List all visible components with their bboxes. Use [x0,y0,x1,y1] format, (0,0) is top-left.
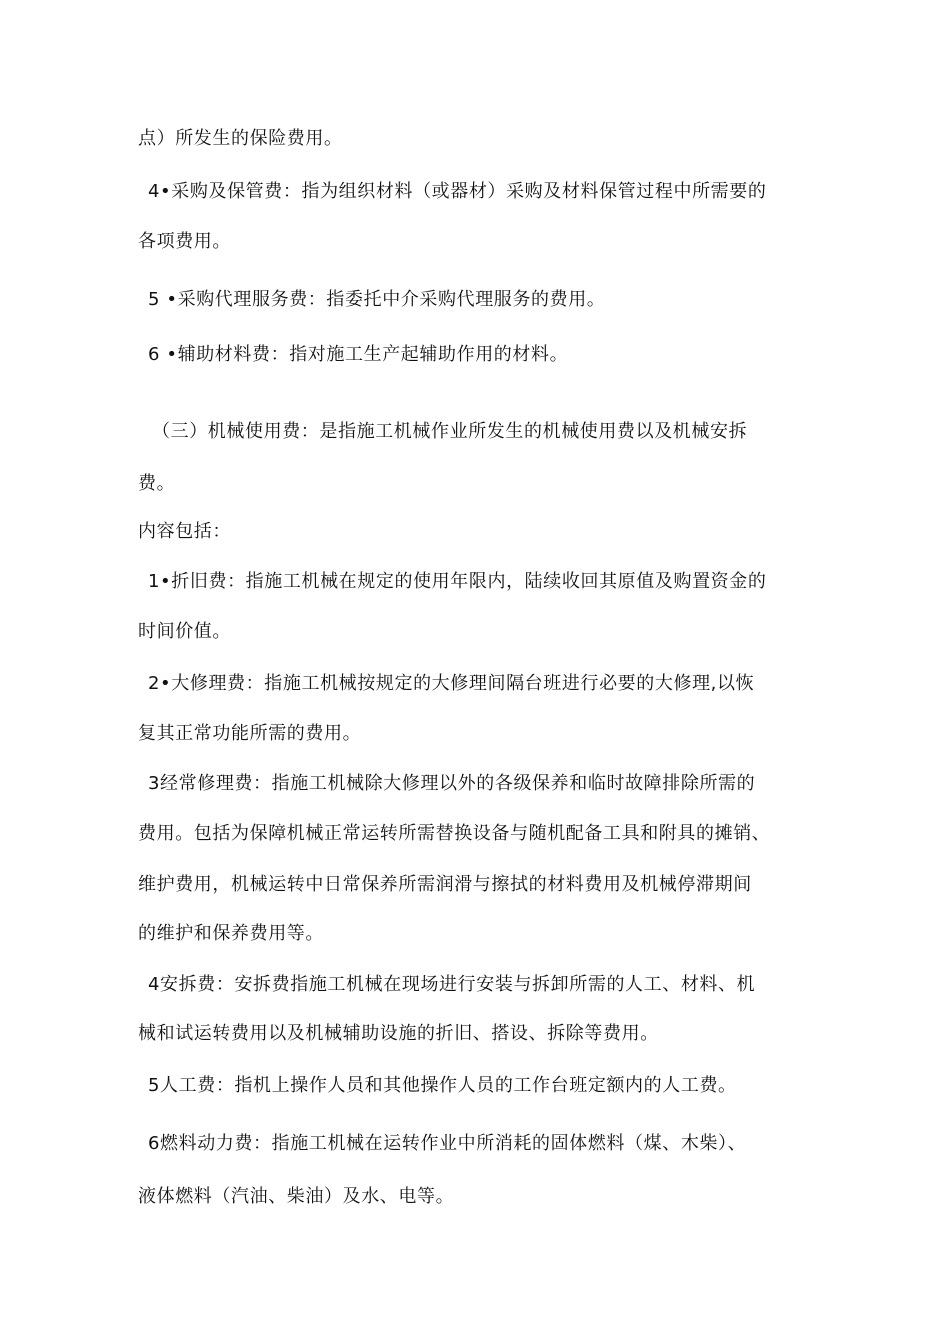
text-line: 5人工费：指机上操作人员和其他操作人员的工作台班定额内的人工费。 [148,1075,737,1096]
section-heading: （三）机械使用费：是指施工机械作业所发生的机械使用费以及机械安拆 [152,421,748,442]
text-line: 1•折旧费：指施工机械在规定的使用年限内，陆续收回其原值及购置资金的 [148,571,767,592]
text-line: 械和试运转费用以及机械辅助设施的折旧、搭设、拆除等费用。 [138,1023,659,1044]
text-line: 4•采购及保管费：指为组织材料（或器材）采购及材料保管过程中所需要的 [148,181,767,202]
text-line: 液体燃料（汽油、柴油）及水、电等。 [138,1186,455,1207]
text-line: 内容包括： [138,521,231,542]
text-line: 6燃料动力费：指施工机械在运转作业中所消耗的固体燃料（煤、木柴）、 [148,1133,747,1154]
text-line: 费用。包括为保障机械正常运转所需替换设备与随机配备工具和附具的摊销、 [138,823,771,844]
text-line: 6 •辅助材料费：指对施工生产起辅助作用的材料。 [148,344,569,365]
text-line: 的维护和保养费用等。 [138,923,324,944]
text-line: 3经常修理费：指施工机械除大修理以外的各级保养和临时故障排除所需的 [148,773,756,794]
text-line: 5 •采购代理服务费：指委托中介采购代理服务的费用。 [148,289,606,310]
text-line: 时间价值。 [138,621,231,642]
text-line: 复其正常功能所需的费用。 [138,723,362,744]
text-line: 4安拆费：安拆费指施工机械在现场进行安装与拆卸所需的人工、材料、机 [148,974,756,995]
text-line: 各项费用。 [138,231,231,252]
text-line: 点）所发生的保险费用。 [138,128,343,149]
text-line: 费。 [138,473,176,494]
text-line: 维护费用，机械运转中日常保养所需润滑与擦拭的材料费用及机械停滞期间 [138,874,752,895]
text-line: 2•大修理费：指施工机械按规定的大修理间隔台班进行必要的大修理,以恢 [148,673,755,694]
